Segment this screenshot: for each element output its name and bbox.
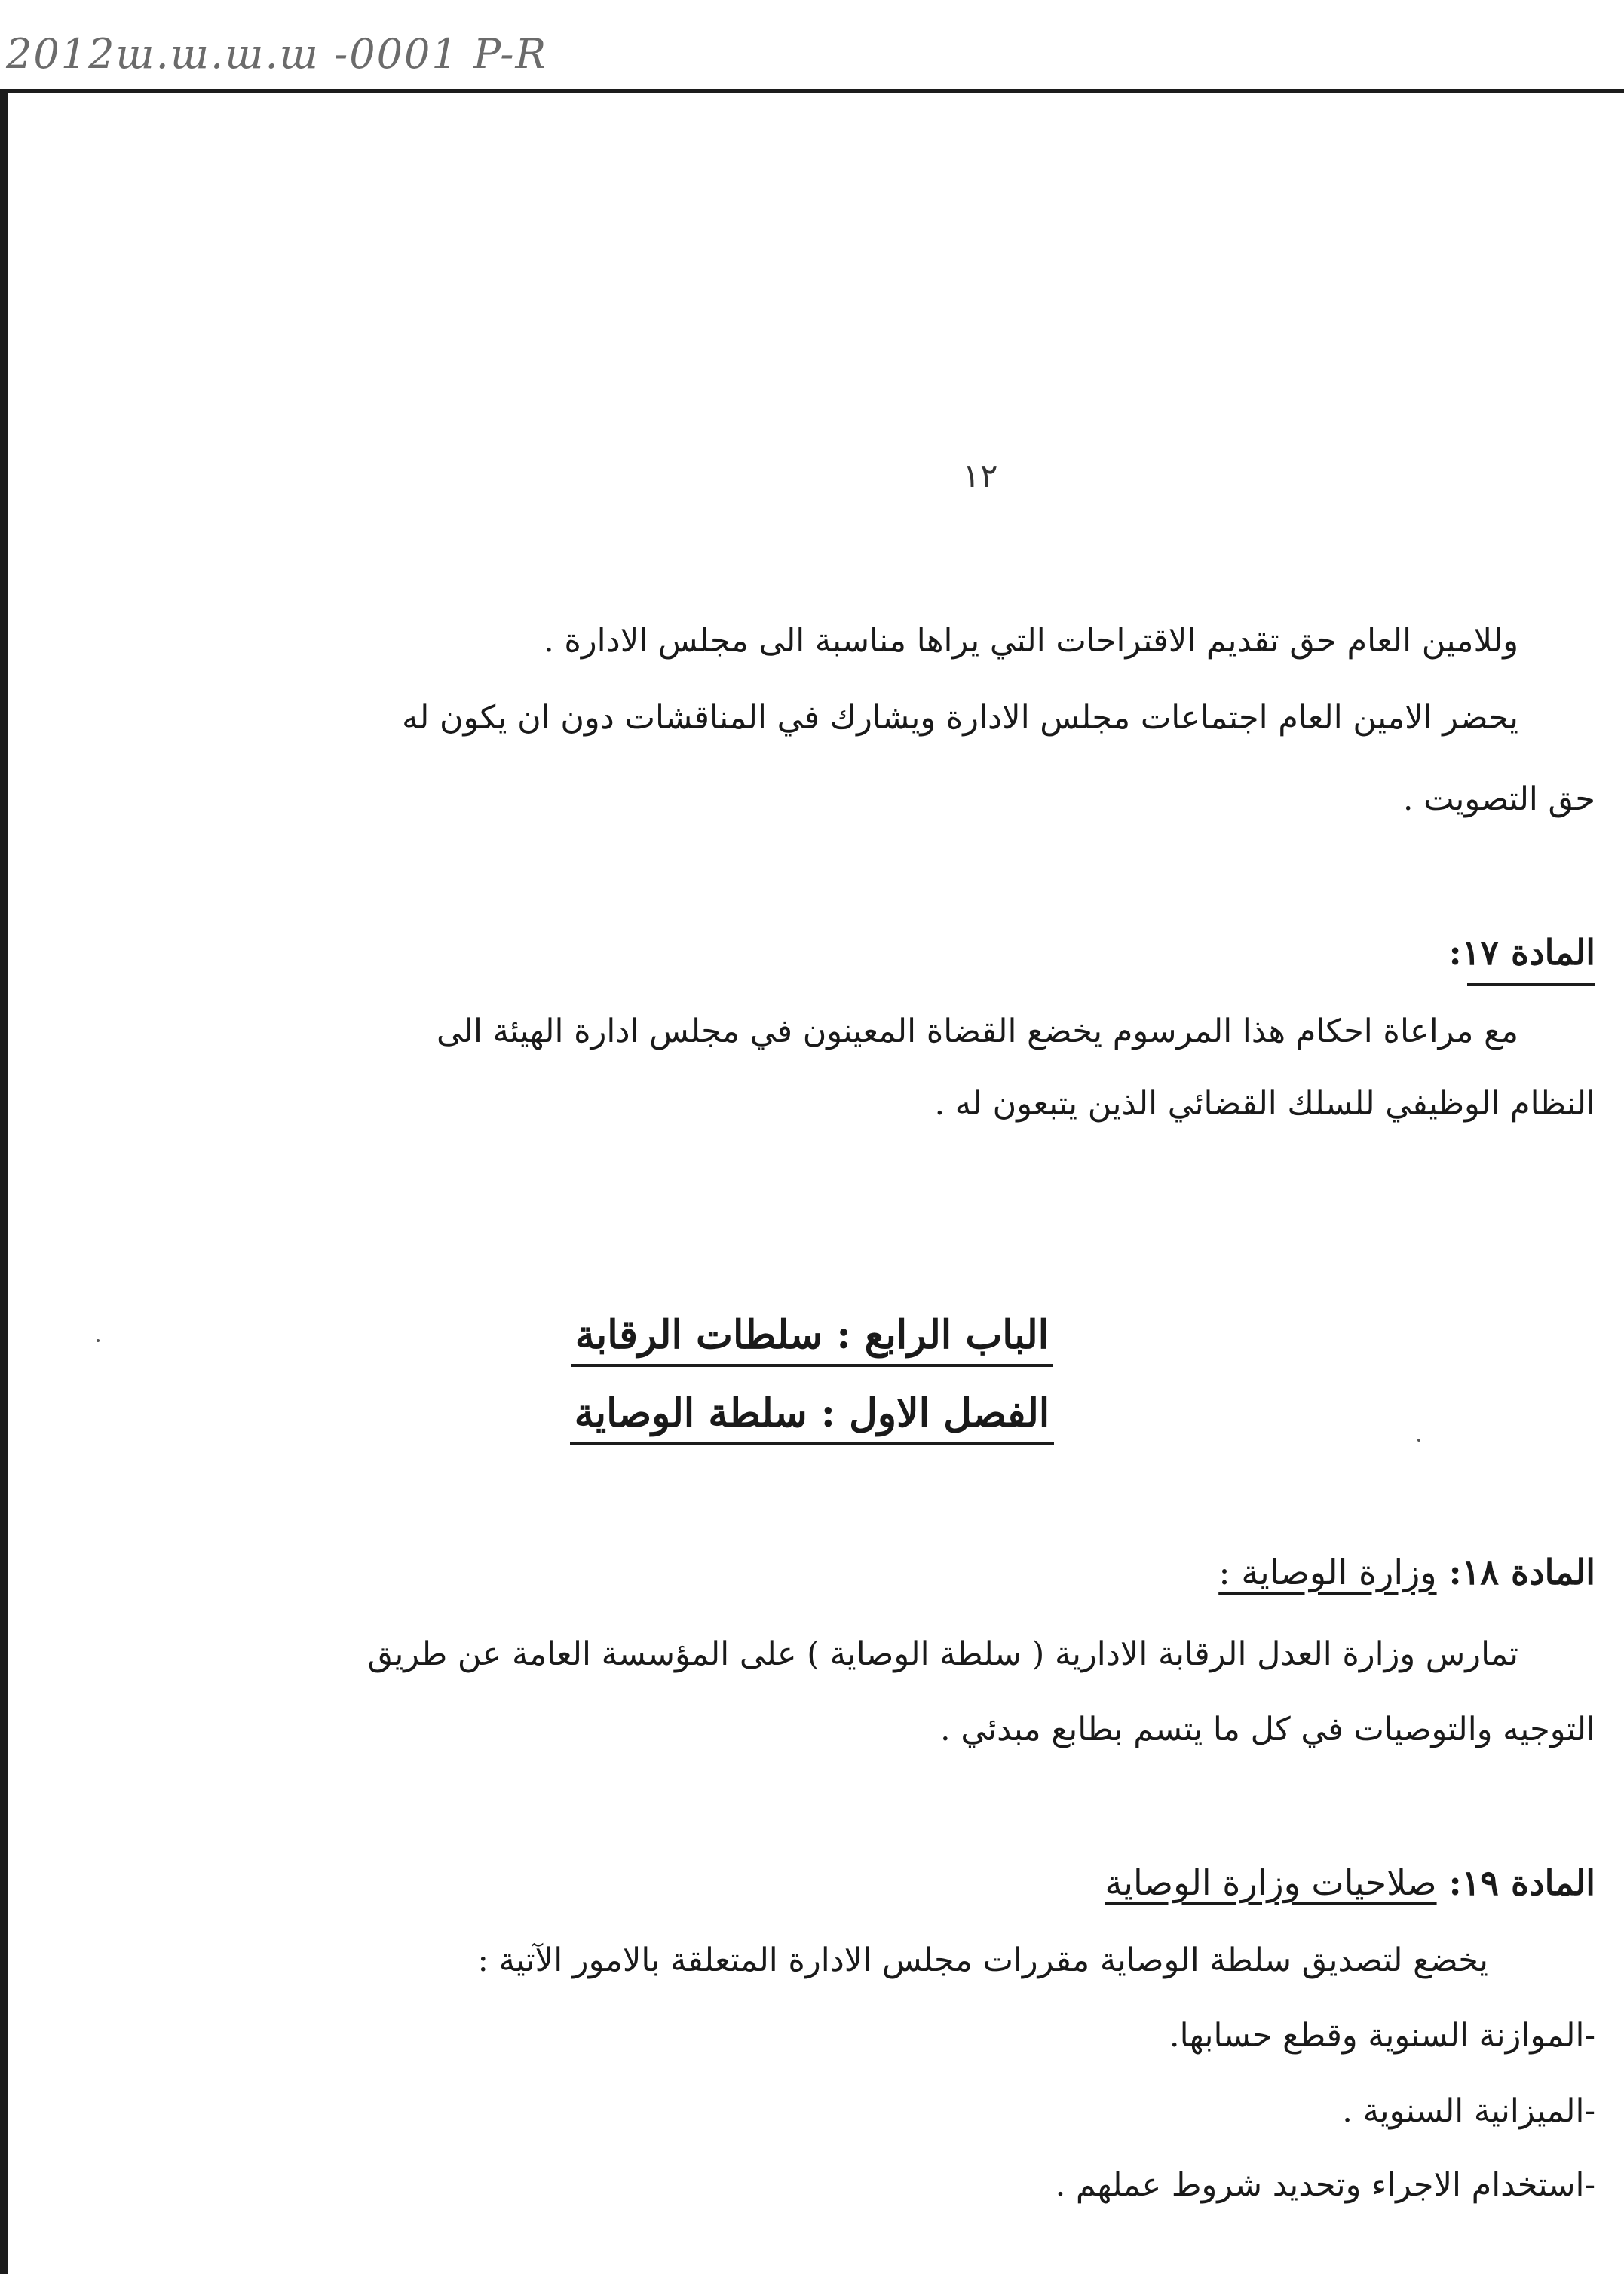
section-title: [0, 1390, 1624, 1436]
article-17-line-1: مع مراعاة احكام هذا المرسوم يخضع القضاة المعينون في مجلس ادارة الهيئة الى: [437, 1013, 1518, 1050]
intro-line-2: يحضر الامين العام اجتماعات مجلس الادارة ويشارك في المناقشات دون ان يكون له: [402, 699, 1518, 737]
article-17-heading: [1449, 932, 1595, 973]
article-19-intro: يخضع لتصديق سلطة الوصاية مقررات مجلس الادارة المتعلقة بالامور الآتية :: [477, 1941, 1488, 1979]
chapter-title-text: الباب الرابع : سلطات الرقابة: [571, 1312, 1053, 1367]
article-18-title: وزارة الوصاية :: [1218, 1552, 1437, 1592]
article-18-label: المادة ١٨:: [1448, 1552, 1595, 1592]
section-title-text: الفصل الاول : سلطة الوصاية: [570, 1390, 1055, 1445]
article-19-item-3: -استخدام الاجراء وتحديد شروط عملهم .: [1055, 2166, 1595, 2204]
handwritten-annotation: 2012ա.ա.ա.ա -0001 P-R: [6, 30, 548, 78]
scan-speck: [1417, 1439, 1420, 1442]
article-19-heading: [1105, 1862, 1595, 1903]
top-border-line: [0, 89, 1624, 93]
article-17-underline: [1467, 983, 1595, 986]
left-border-line: [0, 89, 8, 2274]
article-17-line-2: النظام الوظيفي للسلك القضائي الذين يتبعون له .: [934, 1085, 1595, 1123]
article-19-title: صلاحيات وزارة الوصاية: [1105, 1862, 1437, 1903]
article-19-item-2: -الميزانية السنوية .: [1342, 2092, 1595, 2130]
scan-speck: [97, 1339, 100, 1342]
article-17-label: المادة ١٧:: [1448, 932, 1595, 973]
page-number: ١٢: [962, 457, 998, 495]
chapter-title: [0, 1312, 1624, 1358]
article-19-label: المادة ١٩:: [1448, 1862, 1595, 1903]
article-18-line-2: التوجيه والتوصيات في كل ما يتسم بطابع مبدئي .: [939, 1711, 1595, 1748]
article-18-heading: [1218, 1552, 1595, 1592]
intro-line-3: حق التصويت .: [1402, 780, 1595, 818]
article-18-line-1: تمارس وزارة العدل الرقابة الادارية ( سلطة الوصاية ) على المؤسسة العامة عن طريق: [367, 1635, 1518, 1673]
intro-line-1: وللامين العام حق تقديم الاقتراحات التي يراها مناسبة الى مجلس الادارة .: [543, 622, 1518, 660]
article-19-item-1: -الموازنة السنوية وقطع حسابها.: [1169, 2017, 1595, 2055]
